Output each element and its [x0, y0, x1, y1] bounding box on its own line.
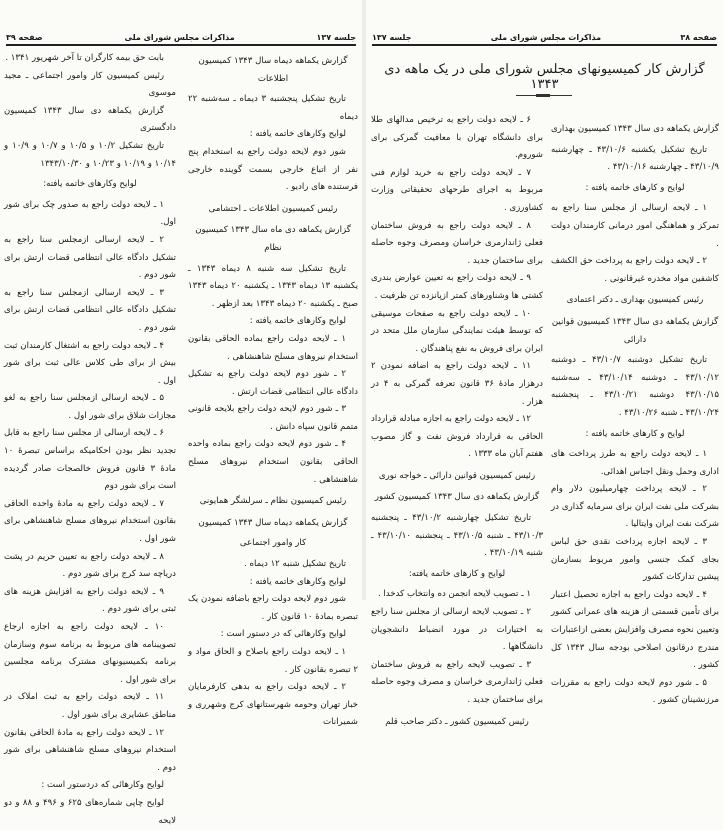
text-column	[188, 50, 358, 732]
section-heading: لوایح و کارهای خاتمه یافته :	[585, 428, 685, 439]
paragraph: تاریخ تشکیل یکشنبه ۴۳/۱۰/۶ ـ چهارشنبه ۴۳/۱۰/۹ ـ چهارشنبه ۴۳/۱۰/۱۶ .	[551, 144, 719, 173]
paragraph: لوایح وکارهائی که دردستور است :	[41, 780, 164, 791]
paragraph: رئیس کمیسیون کار وامور اجتماعی ـ مجید موسوی	[4, 70, 176, 99]
paragraph: ۲ ـ لایحه دولت راجع به پرداخت حق الکشف کاشفین مواد مخدره غیرقانونی .	[551, 256, 719, 284]
paragraph: گزارش یکماهه دی سال ۱۳۴۳ کمیسیون دادگستری	[4, 105, 176, 134]
paragraph: لوایح وکارهائی که در دستور است :	[220, 629, 346, 640]
paragraph: تاریخ تشکیل سه شنبه ۸ دیماه ۱۳۴۳ ـ یکشنبه ۱۳ دیماه ۱۳۴۳ ـ یکشنبه ۲۰ دیماه ۱۳۴۳ صبح ـ یکشنبه ۲۰ دیماه ۱۳۴۳ بعد ازظهر .	[188, 263, 358, 309]
paragraph: ۵ ـ لایحه ارسالی ازمجلس سنا راجع به لغو مجازات شلاق برای شور اول .	[4, 393, 176, 421]
section-heading: گزارش یکماهه دی سال ۱۳۴۳ کمیسیون قوانین دارائی	[551, 316, 719, 345]
page-header	[6, 28, 356, 46]
paragraph: ۳ ـ تصویب لایحه راجع به فروش ساختمان فعلی ژاندارمری خراسان و مصرف وجوه حاصله برای ساختمان جدید .	[371, 659, 543, 705]
left-page	[0, 0, 362, 826]
paragraph: ۱۰ ـ لایحه دولت راجع به صفحات موسیقی که توسط هیئت نمایندگی سازمان ملل متحد در ایران برای فروش به نفع پناهندگان .	[371, 308, 543, 354]
page-header	[372, 28, 717, 46]
paragraph: ۸ ـ لایحه دولت راجع به تعیین حریم در پشت دریاچه سد کرج برای شور دوم .	[4, 551, 176, 580]
paragraph: ۸ ـ لایحه دولت راجع به فروش ساختمان فعلی ژاندارمری خراسان ومصرف وجوه حاصله برای ساختمان جدید .	[371, 220, 543, 266]
page-number: صفحه ۳۸	[680, 33, 717, 42]
page-number: صفحه ۳۹	[6, 33, 43, 42]
text-column	[371, 112, 543, 735]
paragraph: ۴ ـ لایحه دولت راجع به اجازه تحصیل اعتبار برای تأمین قسمتی از هزینه های عمرانی کشور وتعیین نحوه مصرف وافزایش بعضی ازاعتبارات مندرج درقانون اصلاحی بودجه سال ۱۳۴۳ کل کشور .	[551, 589, 719, 671]
paragraph: ۷ ـ لایحه دولت راجع به مادهٔ واحده الحاقی بقانون استخدام نیروهای مسلح شاهنشاهی برای شور اول .	[4, 498, 176, 545]
paragraph: ۱۱ ـ لایحه دولت راجع به اضافه نمودن ۲ درهزار مادهٔ ۳۶ قانون تعرفه گمرکی به ۴ در هزار .	[371, 361, 543, 407]
paragraph: ۴ ـ شور دوم لایحه دولت راجع بماده واحده الحاقی بقانون استخدام نیروهای مسلح شاهنشاهی .	[188, 439, 358, 485]
text-column	[4, 50, 176, 830]
paragraph: ۶ ـ لایحه دولت راجع به ترخیص مدالهای طلا برای دانشگاه تهران با معافیت گمرکی برای شوروم.	[371, 115, 543, 161]
paragraph: تاریخ تشکیل ۱۰/۲ و ۱۰/۵ و ۱۰/۷ و ۱۰/۹ و ۱۰/۱۴ و ۱۰/۱۹ و ۱۰/۲۳ و ۱۳۴۳/۱۰/۳۰	[4, 140, 176, 169]
paragraph: تاریخ تشکیل پنجشنبه ۳ دیماه ـ سه‌شنبه ۲۲ دیماه	[188, 94, 358, 122]
paragraph: تاریخ تشکیل دوشنبه ۴۳/۱۰/۷ ـ دوشنبه ۴۳/۱۰/۱۲ ـ دوشنبه ۴۳/۱۰/۱۴ ـ سه‌شنبه ۴۳/۱۰/۱۵ دوشنبه ۴۳/۱۰/۲۱ ـ پنجشنبه ۴۳/۱۰/۲۴ ـ شنبه ۴۳/۱۰/۲۶ .	[551, 355, 719, 418]
section-heading: لوایح و کارهای خاتمه یافته :	[585, 182, 685, 193]
paragraph: شور دوم لایحه دولت راجع به استخدام پنج نفر از اتباع خارجی بسمت گوینده خارجی فرستنده های رادیو .	[188, 146, 358, 193]
chair-signature-line: رئیس کمیسیون بهداری ـ دکتر اعتمادی	[566, 295, 704, 306]
section-heading: گزارش یکماهه دی سال ۱۳۴۳ کمیسیون بهداری	[550, 124, 719, 134]
paragraph: لوایح وکارهای خاتمه یافته :	[249, 129, 346, 140]
paragraph: ۱ ـ لایحه دولت راجع به صدور چک برای شور اول.	[4, 199, 176, 228]
paragraph: ۹ ـ لایحه دولت راجع به تعیین عوارض بندری کشتی ها وشناورهای کمتر ازپانزده تن ظرفیت .	[371, 273, 543, 301]
paragraph: ۳ ـ لایحه ارسالی ازمجلس سنا راجع به تشکیل دادگاه عالی انتظامی قضات ارتش برای شور دوم .	[4, 287, 176, 333]
journal-title: مذاکرات مجلس شورای ملی	[490, 33, 602, 42]
chair-signature-line: رئیس کمیسیون نظام ـ سرلشگر همایونی	[199, 496, 347, 507]
chair-signature-line: رئیس کمیسیون قوانین دارائی ـ خواجه نوری	[378, 470, 536, 481]
paragraph: ۴ ـ لایحه دولت راجع به اشتغال کارمندان ثبت بیش از برای طی کلاس عالی ثبت برای شور اول .	[4, 340, 176, 386]
section-heading: گزارش یکماهه دی سال ۱۳۴۳ کمیسیون کشور	[374, 492, 540, 503]
paragraph: ۱ ـ تصویب لایحه انجمن ده وانتخاب کدخدا .	[377, 589, 531, 600]
paragraph: ۱۰ ـ لایحه دولت راجع به اجازه ارجاع تصویبنامه های مربوط به برنامه سوم وسازمان برنامه بکمیسیونهای مشترک برنامه مجلسین برای شور اول .	[4, 622, 176, 685]
right-page	[366, 0, 723, 727]
chair-signature-line: رئیس کمیسیون کشور ـ دکتر صاحب قلم	[385, 716, 529, 727]
paragraph: ۲ ـ لایحه پرداخت چهارمیلیون دلار وام بشرکت ملی نفت ایران برای سرمایه گذاری در شرکت نفت ایران وایتالیا .	[551, 484, 719, 530]
paragraph: بابت حق بیمه کارگران تا آخر شهریور ۱۳۴۱ .	[5, 53, 164, 63]
paragraph: ۷ ـ لایحه دولت راجع به خرید لوازم فنی مربوط به اجرای طرحهای تحقیقاتی وزارت کشاورزی .	[371, 167, 543, 213]
section-heading: کار وامور اجتماعی	[239, 538, 307, 549]
paragraph: ۳ ـ شور دوم لایحه دولت راجع بلایحه قانونی متمم قانون سپاه دانش .	[188, 404, 358, 432]
paragraph: ۲ ـ لایحه دولت راجع به بدهی کارفرمایان خباز تهران وحومه شهرستانهای کرج وشهرری و شمیرانات	[188, 682, 358, 728]
paragraph: لوایح وکارهای خاتمه یافته :	[249, 576, 346, 587]
paragraph: ۱ ـ لایحه دولت راجع باصلاح و الحاق مواد و ۲ تبصره بقانون کار .	[188, 647, 358, 675]
paragraph: ۱۱ ـ لایحه دولت راجع به ثبت املاک در مناطق عشایری برای شور اول .	[4, 692, 176, 720]
paragraph: ۲ ـ تصویب لایحه ارسالی از مجلس سنا راجع به اختیارات در مورد انضباط دانشجویان دانشگاهها .	[371, 607, 543, 653]
paragraph: ۹ ـ لایحه دولت راجع به افزایش هزینه های ثبتی برای شور دوم .	[4, 586, 176, 615]
paragraph: تاریخ تشکیل شنبه ۱۲ دیماه .	[244, 559, 346, 570]
paragraph: شور دوم لایحه دولت راجع باضافه نمودن یک تبصره بمادهٔ ۱۰ قانون کار .	[188, 594, 358, 622]
report-title: گزارش کار کمیسیونهای مجلس شورای ملی در یک ماهه دی ۱۳۴۳	[384, 62, 705, 92]
chair-signature-line: رئیس کمیسیون اطلاعات ـ احتشامی	[208, 203, 338, 214]
journal-title: مذاکرات مجلس شورای ملی	[124, 33, 235, 42]
section-heading: گزارش یکماهه دیماه سال ۱۳۴۳ کمیسیون	[198, 517, 348, 528]
paragraph: ۲ ـ شور دوم لایحه دولت راجع به تشکیل دادگاه عالی انتظامی قضات ارتش .	[188, 369, 358, 397]
paragraph: ۱ ـ لایحه دولت راجع به طرز پرداخت های اداری وحمل ونقل اجناس اهدائی.	[551, 449, 719, 477]
session-number: جلسه ۱۳۷	[372, 33, 412, 42]
title-ornament-divider	[516, 95, 572, 96]
paragraph: ۵ ـ شور دوم لایحه دولت راجع به مقررات مرزنشینان کشور .	[551, 677, 719, 706]
paragraph: ۳ ـ لایحه اجازه پرداخت نقدی حق لباس بجای کمک جنسی وامور مربوط بسازمان پیشین تدارکات کشور	[551, 537, 719, 583]
paragraph: ۱۲ ـ لایحه دولت راجع به مادهٔ الحاقی بقانون استخدام نیروهای مسلح شاهنشاهی برای شور دوم .	[4, 727, 176, 773]
paragraph: ۶ ـ لایحه ارسالی از مجلس سنا راجع به قابل تجدید نظر بودن احکامیکه براساس تبصرهٔ ۱۰ مادهٔ ۳ قانون فروش خالصجات صادر گردیده است برای شور دوم	[4, 428, 176, 492]
paragraph: ۲ ـ لایحه ارسالی ازمجلس سنا راجع به تشکیل دادگاه عالی انتظامی قضات ارتش برای شور دوم .	[4, 234, 176, 281]
paragraph: تاریخ تشکیل چهارشنبه ۴۳/۱۰/۲ ـ پنجشنبه ۴۳/۱۰/۳ ـ شنبه ۴۳/۱۰/۵ ـ پنجشنبه ۴۳/۱۰/۱۰ ـ شنبه ۴۳/۱۰/۱۹ .	[371, 513, 543, 559]
paragraph: ۱ ـ لایحه دولت راجع بماده الحاقی بقانون استخدام نیروهای مسلح شاهنشاهی .	[188, 333, 358, 362]
paragraph: ۱ ـ لایحه ارسالی از مجلس سنا راجع به تمرکز و هماهنگی امور درمانی کارمندان دولت .	[551, 203, 719, 249]
section-heading: لوایح وکارهای خاتمه یافته:	[43, 179, 137, 190]
paragraph: لوایح چاپی شماره‌های ۶۲۵ و ۴۹۶ و ۸۸ و دو لایحه	[4, 797, 176, 826]
session-number: جلسه ۱۳۷	[316, 33, 356, 42]
paragraph: ۱۲ ـ لایحه دولت راجع به اجازه مبادله قرارداد الحاقی به قرارداد فروش نفت و گاز مصوب هفتم آبان ماه ۱۳۳۳ .	[371, 414, 543, 460]
paragraph: لوایح وکارهای خاتمه یافته :	[249, 316, 346, 327]
section-heading: گزارش یکماهه دی ماه سال ۱۳۴۳ کمیسیون نظام	[195, 225, 351, 253]
section-heading: لوایح و کارهای خاتمه یافته:	[408, 568, 506, 579]
text-column	[551, 118, 719, 710]
section-heading: گزارش یکماهه دیماه سال ۱۳۴۳ کمیسیون اطلاعات	[198, 56, 348, 84]
